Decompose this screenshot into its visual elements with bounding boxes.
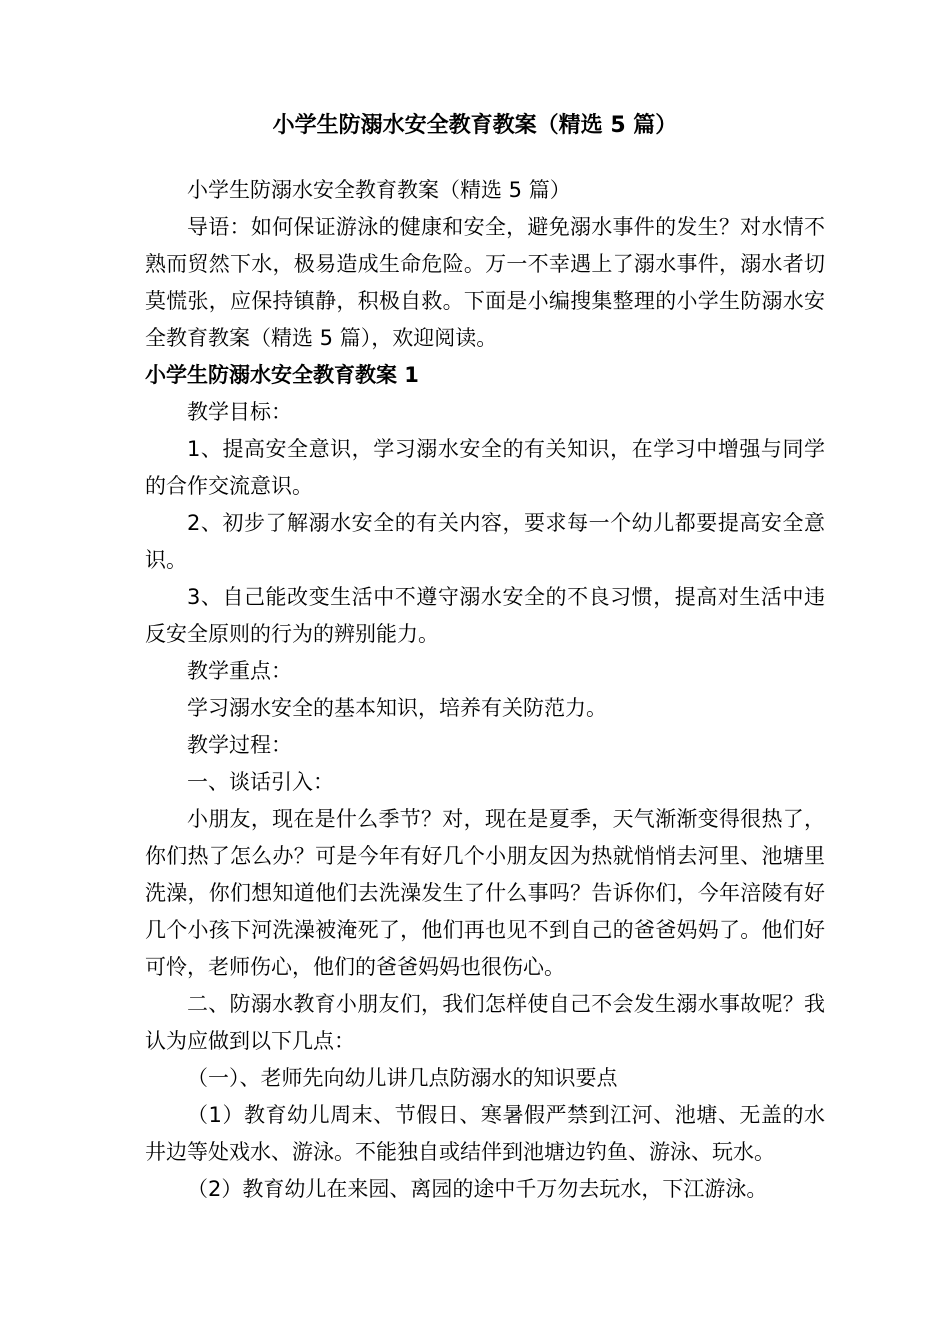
document-title: 小学生防溺水安全教育教案（精选 5 篇） (272, 113, 678, 138)
body-paragraph: 1、提高安全意识，学习溺水安全的有关知识，在学习中增强与同学的合作交流意识。 (145, 437, 825, 498)
body-paragraph: （一）、老师先向幼儿讲几点防溺水的知识要点 (187, 1066, 618, 1090)
document-body (145, 172, 825, 1208)
body-paragraph: 3、自己能改变生活中不遵守溺水安全的不良习惯，提高对生活中违反安全原则的行为的辨别能力。 (145, 585, 825, 646)
body-paragraph: （1）教育幼儿周末、节假日、寒暑假严禁到江河、池塘、无盖的水井边等处戏水、游泳。不能独自或结伴到池塘边钓鱼、游泳、玩水。 (145, 1103, 825, 1164)
body-paragraph: 一、谈话引入： (187, 770, 334, 794)
body-paragraph: 学习溺水安全的基本知识，培养有关防范力。 (187, 696, 607, 720)
body-paragraph: 2、初步了解溺水安全的有关内容，要求每一个幼儿都要提高安全意识。 (145, 511, 825, 572)
section-heading: 小学生防溺水安全教育教案 1 (145, 363, 419, 387)
body-paragraph: （2）教育幼儿在来园、离园的途中千万勿去玩水，下江游泳。 (187, 1177, 768, 1201)
body-paragraph: 教学目标： (187, 400, 292, 424)
subtitle-paragraph: 小学生防溺水安全教育教案（精选 5 篇） (187, 178, 571, 202)
body-paragraph: 教学重点： (187, 659, 292, 683)
body-paragraph: 教学过程： (187, 733, 292, 757)
intro-paragraph: 导语：如何保证游泳的健康和安全，避免溺水事件的发生？对水情不熟而贸然下水，极易造成生命危险。万一不幸遇上了溺水事件，溺水者切莫慌张，应保持镇静，积极自救。下面是小编搜集整理的小学生防溺水安全教育教案（精选 5 篇），欢迎阅读。 (145, 215, 825, 350)
body-paragraph: 二、防溺水教育小朋友们，我们怎样使自己不会发生溺水事故呢？我认为应做到以下几点： (145, 992, 825, 1053)
body-paragraph: 小朋友，现在是什么季节？对，现在是夏季，天气渐渐变得很热了，你们热了怎么办？可是今年有好几个小朋友因为热就悄悄去河里、池塘里洗澡，你们想知道他们去洗澡发生了什么事吗？告诉你们，今年涪陵有好几个小孩下河洗澡被淹死了，他们再也见不到自己的爸爸妈妈了。他们好可怜，老师伤心，他们的爸爸妈妈也很伤心。 (145, 807, 825, 979)
